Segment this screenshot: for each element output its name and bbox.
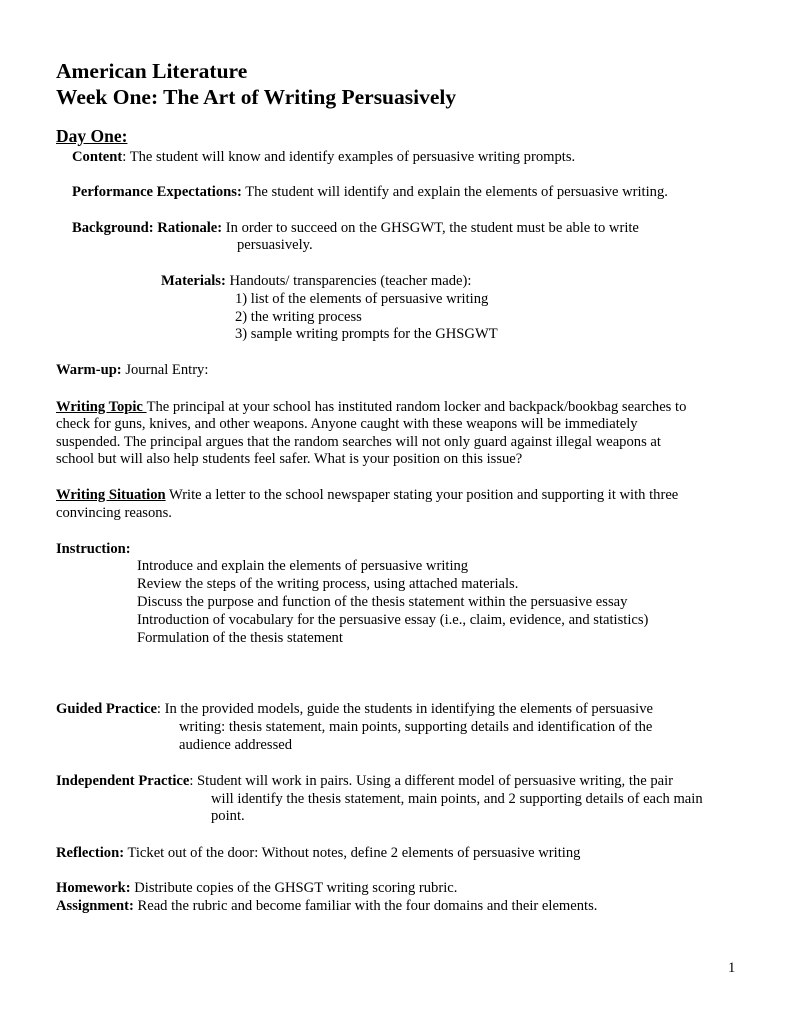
writing-topic-row <box>56 399 686 417</box>
assignment-row <box>56 898 597 916</box>
content-label: Content <box>72 149 123 165</box>
document-title-line-2: Week One: The Art of Writing Persuasively <box>56 85 457 109</box>
homework-label: Homework: <box>56 880 131 896</box>
guided-practice-row <box>56 701 653 719</box>
content-text: : The student will know and identify examples of persuasive writing prompts. <box>122 149 576 165</box>
writing-situation-row <box>56 487 678 505</box>
writing-topic-line: suspended. The principal argues that the random searches will not only guard against illegal weapons at <box>56 434 661 450</box>
guided-practice-label: Guided Practice <box>56 701 157 717</box>
homework-text: Distribute copies of the GHSGT writing scoring rubric. <box>130 880 458 896</box>
writing-situation-text: Write a letter to the school newspaper stating your position and supporting it with three <box>165 487 679 503</box>
independent-practice-line-2: will identify the thesis statement, main points, and 2 supporting details of each main <box>211 791 703 807</box>
performance-text: The student will identify and explain the elements of persuasive writing. <box>241 184 668 200</box>
materials-row <box>161 273 471 291</box>
warmup-text: Journal Entry: <box>121 362 209 378</box>
materials-label: Materials: <box>161 273 226 289</box>
warmup-row <box>56 362 208 380</box>
instruction-label: Instruction: <box>56 541 131 557</box>
writing-topic-line: school but will also help students feel safer. What is your position on this issue? <box>56 451 523 467</box>
guided-practice-text: : In the provided models, guide the students in identifying the elements of persuasive <box>156 701 654 717</box>
assignment-label: Assignment: <box>56 898 134 914</box>
warmup-label: Warm-up: <box>56 362 122 378</box>
guided-practice-line-3: audience addressed <box>179 737 293 753</box>
homework-row <box>56 880 457 898</box>
independent-practice-label: Independent Practice <box>56 773 190 789</box>
page-number: 1 <box>728 960 736 976</box>
reflection-label: Reflection: <box>56 845 125 861</box>
instruction-item: Formulation of the thesis statement <box>137 630 343 646</box>
performance-row <box>72 184 668 202</box>
reflection-row <box>56 845 580 863</box>
writing-topic-label: Writing Topic <box>56 399 147 415</box>
document-title-line-1: American Literature <box>56 59 248 83</box>
day-heading: Day One: <box>56 126 128 146</box>
writing-topic-line: The principal at your school has instituted random locker and backpack/bookbag searches to <box>146 399 687 415</box>
instruction-item: Introduce and explain the elements of persuasive writing <box>137 558 469 574</box>
materials-item: 2) the writing process <box>235 309 362 325</box>
writing-situation-line-2: convincing reasons. <box>56 505 172 521</box>
independent-practice-row <box>56 773 673 791</box>
guided-practice-line-2: writing: thesis statement, main points, supporting details and identification of the <box>179 719 653 735</box>
materials-item: 3) sample writing prompts for the GHSGWT <box>235 326 498 342</box>
instruction-item: Review the steps of the writing process, using attached materials. <box>137 576 519 592</box>
materials-intro: Handouts/ transparencies (teacher made): <box>225 273 472 289</box>
instruction-item: Discuss the purpose and function of the thesis statement within the persuasive essay <box>137 594 628 610</box>
writing-situation-label: Writing Situation <box>56 487 166 503</box>
instruction-item: Introduction of vocabulary for the persuasive essay (i.e., claim, evidence, and statistics) <box>137 612 649 628</box>
background-text-line-2: persuasively. <box>237 237 313 253</box>
background-row <box>72 220 639 238</box>
content-row <box>72 149 575 167</box>
writing-topic-line: check for guns, knives, and other weapons. Anyone caught with these weapons will be immediately <box>56 416 638 432</box>
assignment-text: Read the rubric and become familiar with the four domains and their elements. <box>133 898 598 914</box>
performance-label: Performance Expectations: <box>72 184 242 200</box>
background-label: Background: Rationale: <box>72 220 223 236</box>
materials-item: 1) list of the elements of persuasive writing <box>235 291 489 307</box>
reflection-text: Ticket out of the door: Without notes, define 2 elements of persuasive writing <box>124 845 581 861</box>
independent-practice-line-3: point. <box>211 808 245 824</box>
background-text: In order to succeed on the GHSGWT, the student must be able to write <box>222 220 639 236</box>
independent-practice-text: : Student will work in pairs. Using a different model of persuasive writing, the pair <box>189 773 674 789</box>
